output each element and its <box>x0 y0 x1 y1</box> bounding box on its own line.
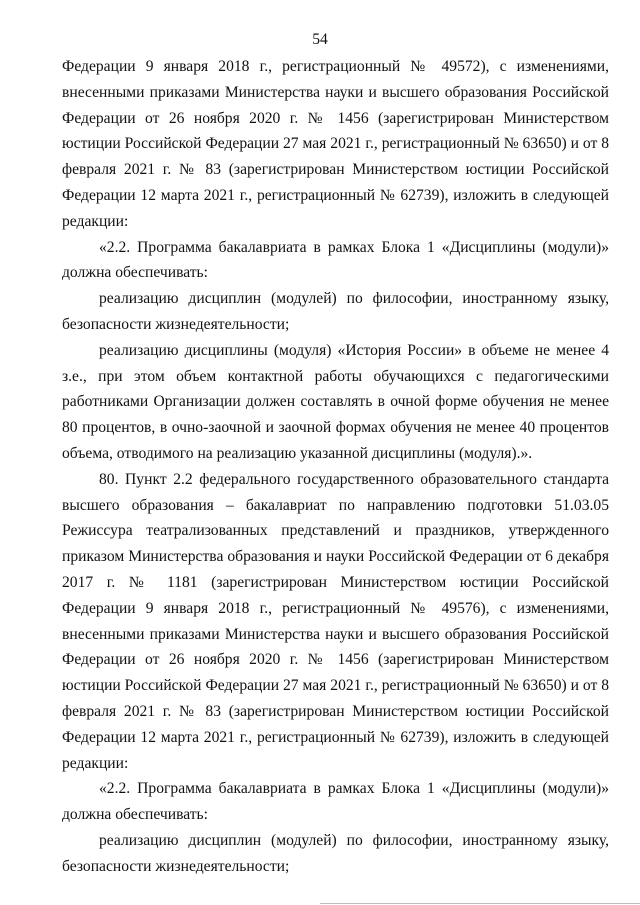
paragraph-quote-program: «2.2. Программа бакалавриата в рамках Блока 1 «Дисциплины (модули)» должна обеспечивать: <box>62 238 609 282</box>
paragraph-continuation: Федерации 9 января 2018 г., регистрационный № 49572), с изменениями, внесенными приказами Министерства науки и высшего образования Российской Федерации от 26 ноября 2020 г. № 1456 (зарегистрирован Министерством юстиции Российской Федерации 27 мая 2021 г., регистрационный № 63650) и от 8 февраля 2021 г. № 83 (зарегистрирован Министерством юстиции Российской Федерации 12 марта 2021 г., регистрационный № 62739), изложить в следующей редакции: <box>62 58 609 230</box>
paragraph-item-80: 80. Пункт 2.2 федерального государственного образовательного стандарта высшего образования – бакалавриат по направлению подготовки 51.03.05 Режиссура театрализованных представлений и праздников, утвержденного приказом Министерства образования и науки Российской Федерации от 6 декабря 2017 г. № 1181 (зарегистрирован Министерством юстиции Российской Федерации 9 января 2018 г., регистрационный № 49576), с изменениями, внесенными приказами Министерства науки и высшего образования Российской Федерации от 26 ноября 2020 г. № 1456 (зарегистрирован Министерством юстиции Российской Федерации 27 мая 2021 г., регистрационный № 63650) и от 8 февраля 2021 г. № 83 (зарегистрирован Министерством юстиции Российской Федерации 12 марта 2021 г., регистрационный № 62739), изложить в следующей редакции: <box>62 470 609 772</box>
paragraph-history: реализацию дисциплины (модуля) «История России» в объеме не менее 4 з.е., при этом объем контактной работы обучающихся с педагогическими работниками Организации должен составлять в очной форме обучения не менее 80 процентов, в очно-заочной и заочной формах обучения не менее 40 процентов объема, отводимого на реализацию указанной дисциплины (модуля).». <box>62 341 609 462</box>
page-number: 54 <box>312 31 328 48</box>
scan-edge-line <box>320 903 640 904</box>
paragraph-disciplines: реализацию дисциплин (модулей) по философии, иностранному языку, безопасности жизнедеятельности; <box>62 290 609 333</box>
paragraph-quote-program-2: «2.2. Программа бакалавриата в рамках Блока 1 «Дисциплины (модули)» должна обеспечивать: <box>62 780 609 824</box>
paragraph-disciplines-2: реализацию дисциплин (модулей) по философии, иностранному языку, безопасности жизнедеятельности; <box>62 831 609 875</box>
document-body <box>62 54 609 880</box>
